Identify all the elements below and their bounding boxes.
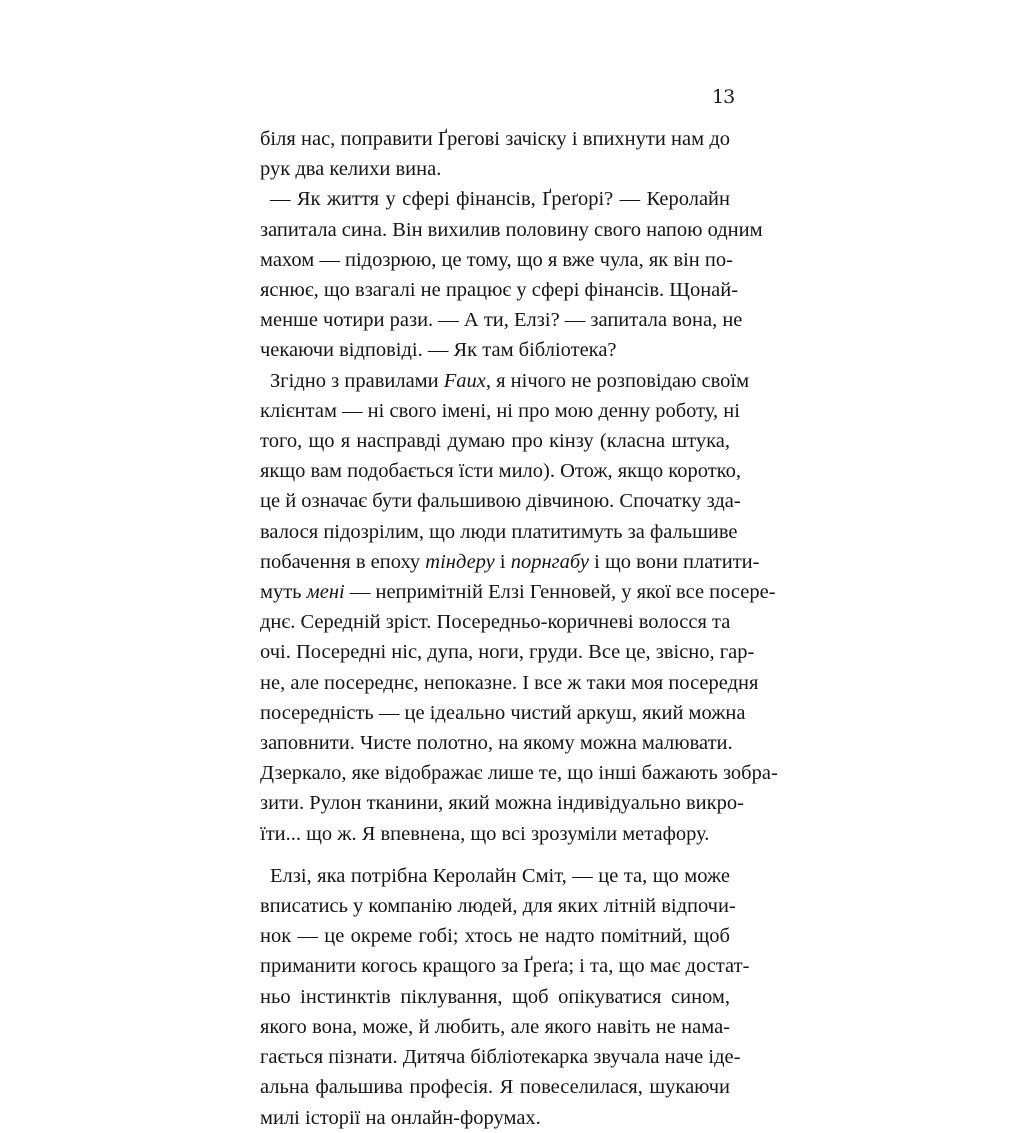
text-segment: приманити когось кращого за Ґреґа; і та, що має достат- [260, 955, 750, 978]
text-segment: нок — це окреме гобі; хтось не надто помітний, щоб [260, 925, 730, 948]
text-line [260, 982, 730, 1012]
text-segment: заповнити. Чисте полотно, на якому можна малювати. [260, 732, 733, 755]
text-segment: і [494, 550, 511, 573]
page-number: 13 [712, 86, 735, 108]
body-text [260, 124, 778, 1133]
text-segment: чекаючи відповіді. — Як там бібліотека? [260, 339, 617, 362]
text-line [260, 728, 733, 758]
text-line [260, 698, 746, 728]
text-segment: запитала сина. Він вихилив половину свого напою одним [260, 218, 763, 241]
text-line [260, 1103, 730, 1133]
text-line [260, 456, 741, 486]
text-segment: клієнтам — ні свого імені, ні про мою денну роботу, ні [260, 399, 740, 422]
text-segment: посередність — це ідеально чистий аркуш, який можна [260, 701, 746, 724]
text-line [260, 951, 750, 981]
text-segment: очі. Посередні ніс, дупа, ноги, груди. Все це, звісно, гар- [260, 641, 755, 664]
text-segment: яснює, що взагалі не працює у сфері фінансів. Щонай- [260, 279, 739, 302]
text-segment: гається пізнати. Дитяча бібліотекарка звучала наче іде- [260, 1046, 741, 1069]
italic-text: Faux [443, 369, 486, 392]
text-line [260, 1072, 730, 1102]
text-line [260, 758, 778, 788]
text-segment: їти... що ж. Я впевнена, що всі зрозуміли метафору. [260, 822, 710, 845]
text-line [260, 788, 744, 818]
text-segment: — Як життя у сфері фінансів, Ґреґорі? — Керолайн [270, 188, 730, 211]
text-segment: це й означає бути фальшивою дівчиною. Спочатку зда- [260, 490, 741, 513]
text-segment: ньо інстинктів піклування, щоб опікуватися сином, [260, 985, 730, 1008]
text-line [260, 819, 730, 849]
text-line [260, 124, 730, 154]
text-segment: рук два келихи вина. [260, 158, 442, 181]
text-line [260, 668, 759, 698]
text-segment: муть [260, 581, 307, 604]
text-segment: Згідно з правилами [270, 369, 444, 392]
text-segment: милі історії на онлайн-форумах. [260, 1106, 541, 1129]
paragraph-gap [260, 849, 730, 861]
text-segment: якого вона, може, й любить, але якого навіть не нама- [260, 1015, 730, 1038]
text-line [260, 305, 743, 335]
italic-text: порнгабу [510, 550, 590, 573]
text-line [260, 921, 730, 951]
text-line [260, 366, 750, 396]
text-segment: , я нічого не розповідаю своїм [485, 369, 750, 392]
text-line [260, 861, 730, 891]
text-segment: менше чотири рази. — А ти, Елзі? — запитала вона, не [260, 309, 743, 332]
text-segment: зити. Рулон тканини, який можна індивідуально викро- [260, 792, 744, 815]
text-line [260, 215, 763, 245]
text-line [260, 517, 738, 547]
text-segment: біля нас, поправити Ґрегові зачіску і впихнути нам до [260, 128, 730, 150]
text-segment: не, але посереднє, непоказне. І все ж таки моя посередня [260, 671, 759, 694]
text-line [260, 1042, 741, 1072]
text-segment: того, що я насправді думаю про кінзу (класна штука, [260, 430, 730, 453]
text-line [260, 396, 740, 426]
text-line [260, 1012, 730, 1042]
text-segment: — непримітній Елзі Генновей, у якої все посере- [344, 581, 776, 604]
text-line [260, 245, 733, 275]
text-line [260, 891, 736, 921]
text-segment: побачення в епоху [260, 550, 426, 573]
text-segment: Елзі, яка потрібна Керолайн Сміт, — це та, що може [270, 864, 730, 887]
text-segment: вписатись у компанію людей, для яких літній відпочи- [260, 895, 736, 918]
text-line [260, 426, 730, 456]
text-segment: і що вони платити- [589, 550, 760, 573]
text-line [260, 547, 760, 577]
text-line [260, 637, 755, 667]
text-line [260, 275, 739, 305]
text-segment: махом — підозрюю, це тому, що я вже чула, як він по- [260, 248, 733, 271]
text-line [260, 184, 730, 214]
text-line [260, 577, 776, 607]
text-line [260, 154, 730, 184]
text-segment: валося підозрілим, що люди платитимуть за фальшиве [260, 520, 738, 543]
text-segment: якщо вам подобається їсти мило). Отож, якщо коротко, [260, 460, 741, 483]
text-line [260, 335, 730, 365]
text-segment: Дзеркало, яке відображає лише те, що інші бажають зобра- [260, 762, 778, 785]
text-segment: днє. Середній зріст. Посередньо-коричневі волосся та [260, 611, 731, 634]
italic-text: мені [306, 581, 345, 604]
text-line [260, 486, 741, 516]
text-segment: альна фальшива професія. Я повеселилася, шукаючи [260, 1076, 730, 1099]
italic-text: тіндеру [425, 550, 495, 573]
text-line [260, 607, 730, 637]
